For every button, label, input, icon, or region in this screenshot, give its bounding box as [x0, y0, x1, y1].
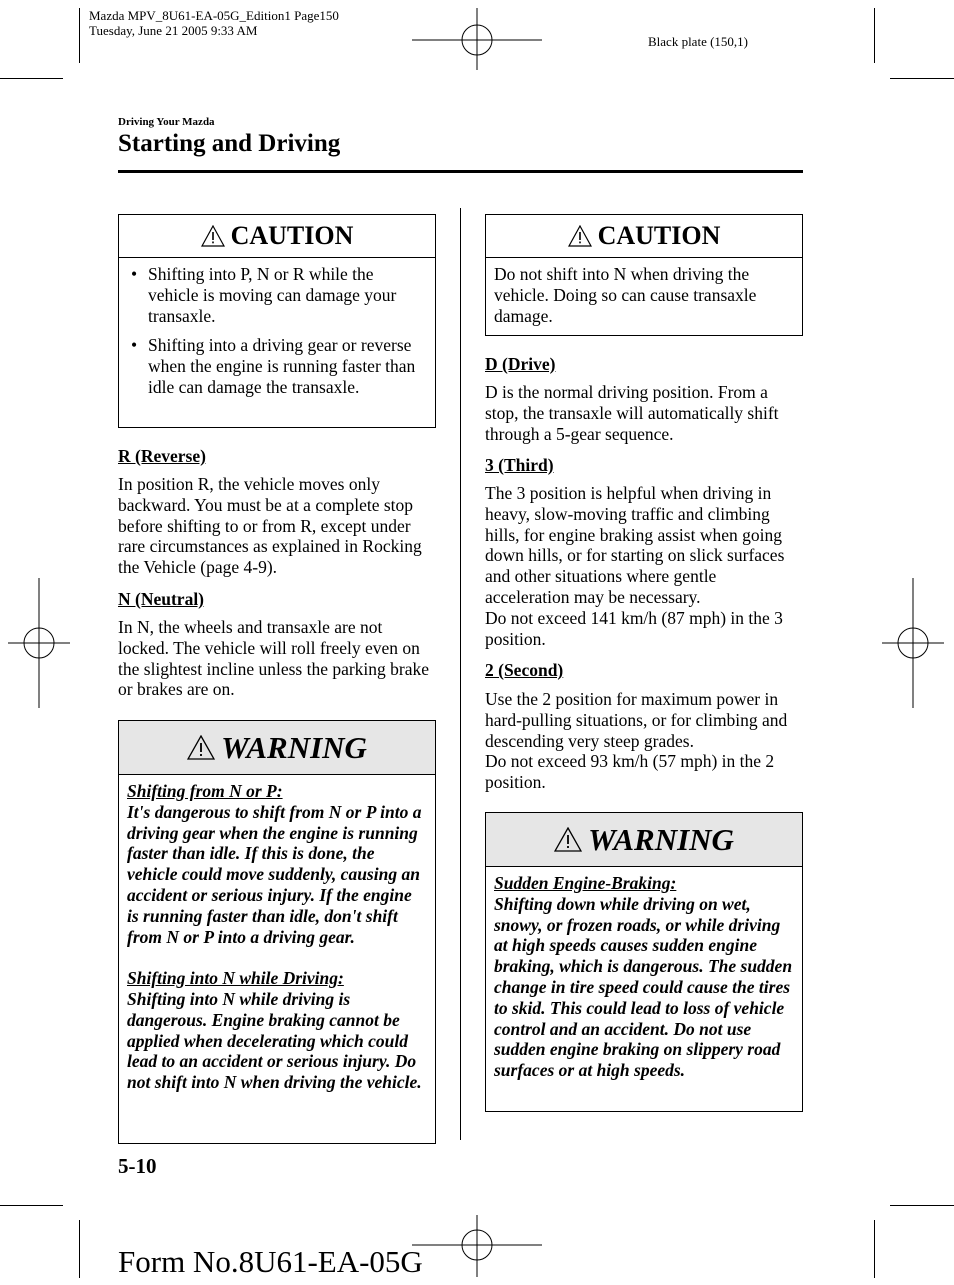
print-metadata [89, 8, 339, 38]
page-title: Starting and Driving [118, 130, 341, 157]
crop-mark [890, 78, 954, 79]
caution-box-right [485, 214, 803, 336]
warning-text: It's dangerous to shift from N or P into a driving gear when the engine is running faster than idle. If this is done, the vehicle could move suddenly, causing an accident or serious injury. If the engine is running faster than idle, don't shift from N or P into a driving gear. [127, 801, 422, 947]
registration-mark-right [882, 578, 944, 708]
crop-mark [874, 1220, 875, 1278]
form-number: Form No.8U61-EA-05G [118, 1244, 423, 1279]
caution-body [486, 258, 802, 334]
caution-title: CAUTION [230, 221, 354, 250]
warning-box-right [485, 812, 803, 1112]
caution-box-left [118, 214, 436, 428]
warning-subheading: Sudden Engine-Braking: [494, 873, 677, 893]
crop-mark [890, 1205, 954, 1206]
crop-mark [0, 78, 63, 79]
print-metadata-line1: Mazda MPV_8U61-EA-05G_Edition1 Page150 [89, 8, 339, 23]
registration-mark-left [8, 578, 70, 708]
warning-triangle-icon [554, 827, 582, 852]
print-metadata-line2: Tuesday, June 21 2005 9:33 AM [89, 23, 258, 38]
caution-header [119, 215, 435, 258]
warning-body [119, 775, 435, 1101]
paragraph-second-text: Use the 2 position for maximum power in hard-pulling situations, or for climbing and descending very steep grades. [485, 689, 788, 751]
paragraph-drive: D is the normal driving position. From a stop, the transaxle will automatically shift through a 5-gear sequence. [485, 382, 779, 444]
paragraph-second [485, 689, 805, 793]
crop-mark [0, 1205, 63, 1206]
paragraph-third-text: The 3 position is helpful when driving in heavy, slow-moving traffic and climbing hills, for engine braking assist when going down hills, or for starting on slick surfaces and other situations where gentle acceleration may be necessary. [485, 483, 785, 607]
caution-title: CAUTION [597, 221, 721, 250]
warning-triangle-icon [187, 735, 215, 760]
heading-third: 3 (Third) [485, 455, 554, 475]
warning-triangle-icon [201, 225, 225, 247]
crop-mark [874, 8, 875, 63]
warning-header [486, 813, 802, 867]
paragraph-neutral: In N, the wheels and transaxle are not locked. The vehicle will roll freely even on the slightest incline unless the parking brake or brakes are on. [118, 617, 430, 700]
warning-header [119, 721, 435, 775]
heading-reverse: R (Reverse) [118, 446, 206, 466]
warning-body [486, 867, 802, 1089]
warning-subheading: Shifting from N or P: [127, 781, 283, 801]
paragraph-third-limit: Do not exceed 141 km/h (87 mph) in the 3 position. [485, 607, 783, 649]
caution-body [119, 258, 435, 406]
registration-mark-bottom [412, 1215, 542, 1277]
heading-second: 2 (Second) [485, 660, 564, 680]
warning-box-left [118, 720, 436, 1144]
warning-triangle-icon [568, 225, 592, 247]
warning-text: Shifting down while driving on wet, snowy, or frozen roads, or while driving at high speeds causes sudden engine braking, which is dangerous. The sudden change in tire speed could cause the tires to skid. This could lead to loss of vehicle control and an accident. Do not use sudden engine braking on slippery road surfaces or at high speeds. [494, 893, 793, 1081]
paragraph-reverse: In position R, the vehicle moves only backward. You must be at a complete stop before shifting to or from R, except under rare circumstances as explained in Rocking the Vehicle (page 4-9). [118, 474, 422, 578]
warning-title: WARNING [588, 821, 734, 857]
heading-drive: D (Drive) [485, 354, 556, 374]
registration-mark-top [412, 8, 542, 70]
page-number: 5-10 [118, 1154, 157, 1178]
caution-bullet: • Shifting into a driving gear or reverse when the engine is running faster than idle can damage the transaxle. [127, 335, 427, 397]
title-rule [118, 170, 803, 173]
plate-label: Black plate (150,1) [648, 34, 748, 49]
paragraph-third [485, 483, 805, 649]
heading-neutral: N (Neutral) [118, 589, 205, 609]
crop-mark [79, 1220, 80, 1278]
warning-title: WARNING [221, 729, 367, 765]
warning-subheading: Shifting into N while Driving: [127, 968, 344, 989]
caution-bullet: • Shifting into P, N or R while the vehicle is moving can damage your transaxle. [127, 264, 427, 326]
section-label: Driving Your Mazda [118, 116, 215, 128]
column-divider [460, 208, 461, 1140]
crop-mark [79, 8, 80, 63]
warning-text: Shifting into N while driving is dangerous. Engine braking cannot be applied when decelerating which could lead to an accident or serious injury. Do not shift into N when driving the vehicle. [127, 988, 422, 1093]
caution-header [486, 215, 802, 258]
paragraph-second-limit: Do not exceed 93 km/h (57 mph) in the 2 position. [485, 751, 775, 793]
caution-text: Do not shift into N when driving the vehicle. Doing so can cause transaxle damage. [494, 264, 757, 326]
